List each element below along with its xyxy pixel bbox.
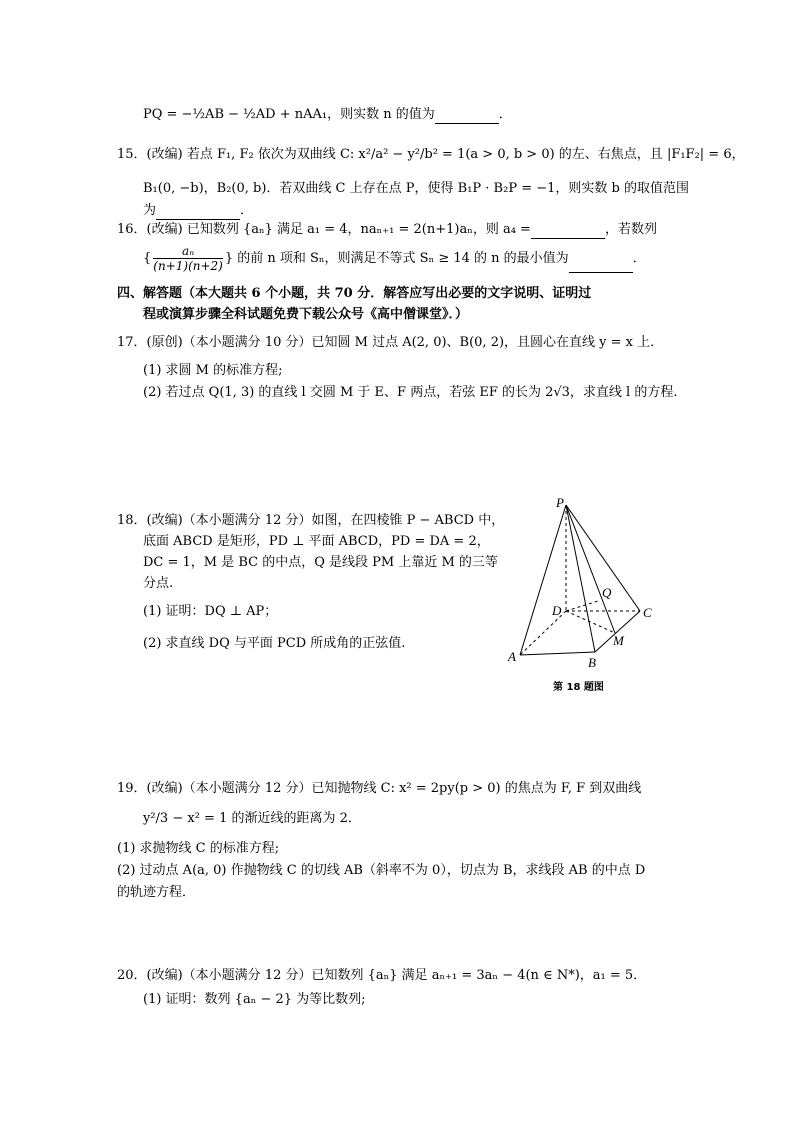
label-D: D: [552, 603, 562, 618]
q19-part2-cont: 的轨迹方程．: [117, 885, 196, 900]
section-heading-line1: 四、解答题（本大题共 6 个小题，共 70 分．解答应写出必要的文字说明、证明过: [117, 286, 592, 301]
label-B: B: [588, 655, 596, 670]
q20-stem: 20．(改编)（本小题满分 12 分）已知数列 {aₙ} 满足 aₙ₊₁ = 3aₙ − 4(n ∈ N*)，a₁ = 5．: [117, 968, 647, 983]
q18-line2: 底面 ABCD 是矩形，PD ⊥ 平面 ABCD，PD = DA = 2，: [143, 534, 490, 549]
q16-text2: ，若数列: [604, 222, 657, 237]
q17-part1: (1) 求圆 M 的标准方程;: [143, 363, 283, 378]
label-Q: Q: [602, 585, 612, 600]
label-C: C: [643, 605, 652, 620]
q15-line2: B₁(0, −b)，B₂(0, b)．若双曲线 C 上存在点 P，使得 B₁P · B₂P = −1，则实数 b 的取值范围: [143, 181, 689, 196]
q16-text3: } 的前 n 项和 Sₙ，则满足不等式 Sₙ ≥ 14 的 n 的最小值为: [224, 251, 569, 266]
q16-line1: [117, 221, 657, 239]
answer-blank[interactable]: [156, 205, 240, 220]
q20-part1: (1) 证明：数列 {aₙ − 2} 为等比数列;: [143, 992, 366, 1007]
q18-line3: DC = 1，M 是 BC 的中点，Q 是线段 PM 上靠近 M 的三等: [143, 555, 498, 570]
q15-line3: [143, 202, 253, 220]
q18-line4: 分点.: [143, 576, 174, 591]
fraction: [153, 244, 223, 273]
answer-blank[interactable]: [531, 224, 605, 239]
period: ．: [240, 203, 254, 218]
q18-part2: (2) 求直线 DQ 与平面 PCD 所成角的正弦值.: [143, 636, 406, 651]
denominator: (n+1)(n+2): [153, 259, 223, 273]
q14-equation: PQ = −½AB − ½AD + nAA₁，则实数 n 的值为: [143, 107, 435, 122]
label-A: A: [508, 649, 516, 664]
q19-line2: y²/3 − x² = 1 的渐近线的距离为 2．: [143, 811, 361, 826]
pyramid-figure: [500, 495, 660, 680]
q15-prefix: 为: [143, 203, 157, 218]
q17-stem: 17．(原创)（本小题满分 10 分）已知圆 M 过点 A(2, 0)、B(0, 2)，且圆心在直线 y = x 上．: [117, 335, 664, 350]
q17-part2: (2) 若过点 Q(1, 3) 的直线 l 交圆 M 于 E、F 两点，若弦 EF 的长为 2√3，求直线 l 的方程.: [143, 385, 678, 400]
period: ．: [498, 107, 512, 122]
q15-line1: 15．(改编) 若点 F₁, F₂ 依次为双曲线 C: x²/a² − y²/b² = 1(a > 0, b > 0) 的左、右焦点，且 |F₁F₂| = 6，: [117, 147, 745, 162]
answer-blank[interactable]: [435, 109, 499, 124]
numerator: aₙ: [153, 244, 223, 259]
edge-DQ: [566, 601, 598, 611]
edge-PB: [566, 505, 595, 652]
brace: {: [143, 251, 152, 266]
q19-line1: 19．(改编)（本小题满分 12 分）已知抛物线 C: x² = 2py(p > 0) 的焦点为 F, F 到双曲线: [117, 781, 642, 796]
edge-AB: [520, 652, 595, 655]
q16-text1: 16．(改编) 已知数列 {aₙ} 满足 a₁ = 4，naₙ₊₁ = 2(n+1)aₙ，则 a₄ =: [117, 222, 531, 237]
section-heading-line2: 程或演算步骤全科试题免费下载公众号《高中僧课堂》．）: [143, 307, 469, 322]
q16-line2: [143, 244, 646, 273]
period: ．: [632, 251, 646, 266]
q18-line1: 18．(改编)（本小题满分 12 分）如图，在四棱锥 P − ABCD 中，: [117, 513, 505, 528]
q18-part1: (1) 证明：DQ ⊥ AP；: [143, 604, 278, 619]
q19-part1: (1) 求抛物线 C 的标准方程;: [117, 841, 280, 856]
q19-part2: (2) 过动点 A(a, 0) 作抛物线 C 的切线 AB（斜率不为 0），切点为 B，求线段 AB 的中点 D: [117, 863, 646, 878]
q14-tail: [143, 106, 512, 124]
label-M: M: [613, 633, 624, 648]
answer-blank[interactable]: [569, 258, 633, 273]
label-P: P: [556, 495, 564, 510]
figure-caption: 第 18 题图: [553, 682, 604, 693]
